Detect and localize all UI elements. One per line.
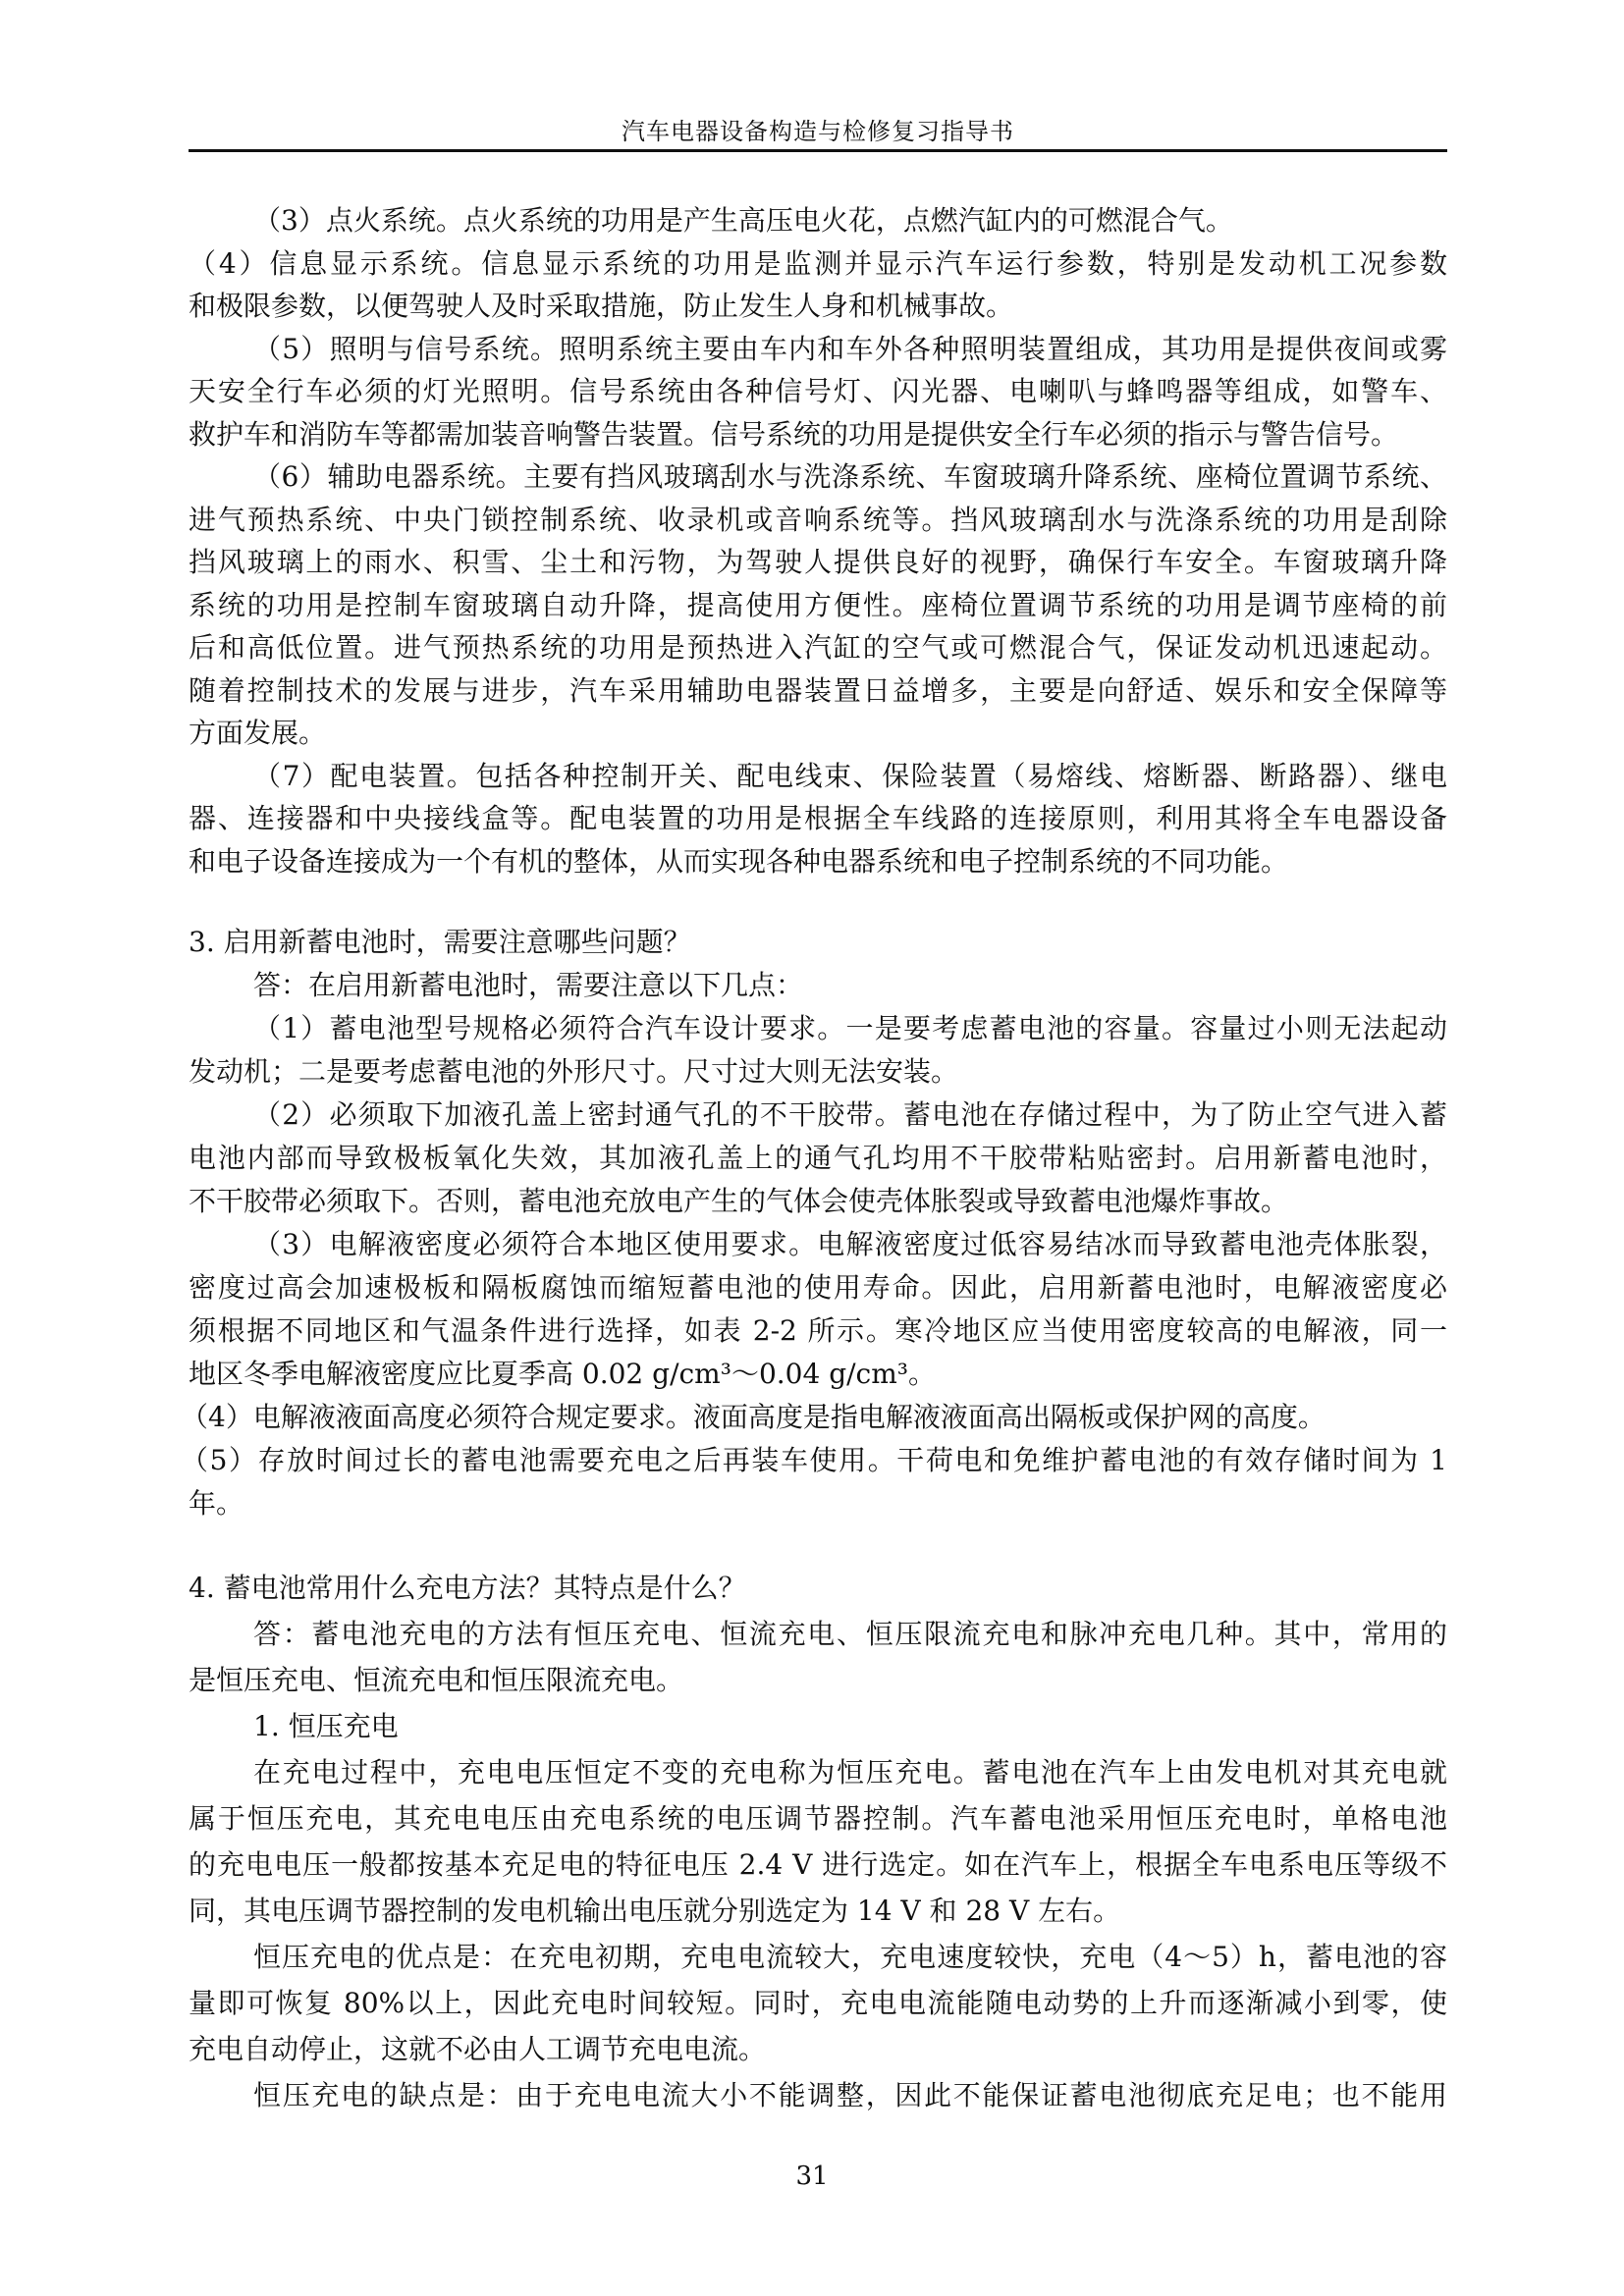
text-line: 3. 启用新蓄电池时，需要注意哪些问题？: [189, 926, 691, 958]
text-line: 方面发展。: [189, 717, 327, 749]
text-line: 是恒压充电、恒流充电和恒压限流充电。: [189, 1664, 684, 1696]
text-line: 系统的功用是控制车窗玻璃自动升降，提高使用方便性。座椅位置调节系统的功用是调节座椅的前: [189, 588, 1447, 621]
text-line: 发动机；二是要考虑蓄电池的外形尺寸。尺寸过大则无法安装。: [189, 1055, 959, 1088]
section-question-4: [189, 1565, 1447, 2118]
page-number: 31: [795, 2162, 829, 2191]
header-rule: [189, 149, 1447, 152]
text-line: （7）配电装置。包括各种控制开关、配电线束、保险装置（易熔线、熔断器、断路器）、继电: [253, 759, 1447, 792]
text-line: 恒压充电的优点是：在充电初期，充电电流较大，充电速度较快，充电（4～5）h，蓄电池的容: [253, 1941, 1447, 1973]
section-electrical-systems: [189, 199, 1447, 882]
text-line: 电池内部而导致极板氧化失效，其加液孔盖上的通气孔均用不干胶带粘贴密封。启用新蓄电池时，: [189, 1142, 1447, 1174]
text-line: 量即可恢复 80%以上，因此充电时间较短。同时，充电电流能随电动势的上升而逐渐减小到零，使: [189, 1987, 1447, 2019]
text-line: 须根据不同地区和气温条件进行选择，如表 2-2 所示。寒冷地区应当使用密度较高的电解液，同一: [189, 1314, 1447, 1347]
text-line: 同，其电压调节器控制的发电机输出电压就分别选定为 14 V 和 28 V 左右。: [189, 1895, 1121, 1927]
section-question-3: [181, 921, 1447, 1525]
text-line: 的充电电压一般都按基本充足电的特征电压 2.4 V 进行选定。如在汽车上，根据全车电系电压等级不: [189, 1848, 1447, 1881]
text-line: 进气预热系统、中央门锁控制系统、收录机或音响系统等。挡风玻璃刮水与洗涤系统的功用是刮除: [189, 503, 1447, 536]
text-line: 天安全行车必须的灯光照明。信号系统由各种信号灯、闪光器、电喇叭与蜂鸣器等组成，如警车、: [189, 375, 1447, 407]
text-line: （1）蓄电池型号规格必须符合汽车设计要求。一是要考虑蓄电池的容量。容量过小则无法起动: [253, 1012, 1447, 1044]
running-header: 汽车电器设备构造与检修复习指导书: [622, 118, 1014, 145]
text-line: 属于恒压充电，其充电电压由充电系统的电压调节器控制。汽车蓄电池采用恒压充电时，单格电池: [189, 1802, 1447, 1835]
text-line: （6）辅助电器系统。主要有挡风玻璃刮水与洗涤系统、车窗玻璃升降系统、座椅位置调节系统、: [253, 460, 1447, 493]
text-line: 地区冬季电解液密度应比夏季高 0.02 g/cm³～0.04 g/cm³。: [189, 1358, 937, 1390]
text-line: 答：在启用新蓄电池时，需要注意以下几点：: [253, 969, 804, 1001]
text-line: 救护车和消防车等都需加装音响警告装置。信号系统的功用是提供安全行车必须的指示与警告信号。: [189, 417, 1399, 451]
text-line: 答：蓄电池充电的方法有恒压充电、恒流充电、恒压限流充电和脉冲充电几种。其中，常用的: [253, 1618, 1447, 1650]
text-line: 和极限参数，以便驾驶人及时采取措施，防止发生人身和机械事故。: [189, 290, 1014, 322]
text-line: 不干胶带必须取下。否则，蓄电池充放电产生的气体会使壳体胀裂或导致蓄电池爆炸事故。: [189, 1185, 1289, 1217]
text-line: 年。: [189, 1487, 244, 1520]
text-line: （5）照明与信号系统。照明系统主要由车内和车外各种照明装置组成，其功用是提供夜间或雾: [253, 332, 1447, 365]
text-line: 密度过高会加速极板和隔板腐蚀而缩短蓄电池的使用寿命。因此，启用新蓄电池时，电解液密度必: [189, 1271, 1447, 1304]
text-line: 1. 恒压充电: [253, 1710, 399, 1742]
text-line: 4. 蓄电池常用什么充电方法？其特点是什么？: [189, 1572, 746, 1604]
text-line: 器、连接器和中央接线盒等。配电装置的功用是根据全车线路的连接原则，利用其将全车电器设备: [189, 802, 1447, 834]
text-line: （3）电解液密度必须符合本地区使用要求。电解液密度过低容易结冰而导致蓄电池壳体胀裂，: [253, 1228, 1447, 1260]
text-line: 后和高低位置。进气预热系统的功用是预热进入汽缸的空气或可燃混合气，保证发动机迅速起动。: [189, 631, 1447, 664]
text-line: （3）点火系统。点火系统的功用是产生高压电火花，点燃汽缸内的可燃混合气。: [253, 204, 1233, 237]
text-line: （5）存放时间过长的蓄电池需要充电之后再装车使用。干荷电和免维护蓄电池的有效存储时间为 1: [181, 1444, 1447, 1476]
text-line: 充电自动停止，这就不必由人工调节充电电流。: [189, 2033, 767, 2065]
text-line: （2）必须取下加液孔盖上密封通气孔的不干胶带。蓄电池在存储过程中，为了防止空气进入蓄: [253, 1098, 1447, 1131]
text-line: 随着控制技术的发展与进步，汽车采用辅助电器装置日益增多，主要是向舒适、娱乐和安全保障等: [189, 673, 1447, 707]
text-line: （4）电解液液面高度必须符合规定要求。液面高度是指电解液液面高出隔板或保护网的高度。: [181, 1401, 1326, 1433]
text-line: 在充电过程中，充电电压恒定不变的充电称为恒压充电。蓄电池在汽车上由发电机对其充电就: [253, 1756, 1447, 1789]
text-line: 挡风玻璃上的雨水、积雪、尘土和污物，为驾驶人提供良好的视野，确保行车安全。车窗玻璃升降: [189, 546, 1447, 578]
text-line: 恒压充电的缺点是：由于充电电流大小不能调整，因此不能保证蓄电池彻底充足电；也不能用: [253, 2079, 1447, 2111]
text-line: 和电子设备连接成为一个有机的整体，从而实现各种电器系统和电子控制系统的不同功能。: [189, 844, 1289, 878]
text-line: （4）信息显示系统。信息显示系统的功用是监测并显示汽车运行参数，特别是发动机工况参数: [189, 246, 1447, 280]
